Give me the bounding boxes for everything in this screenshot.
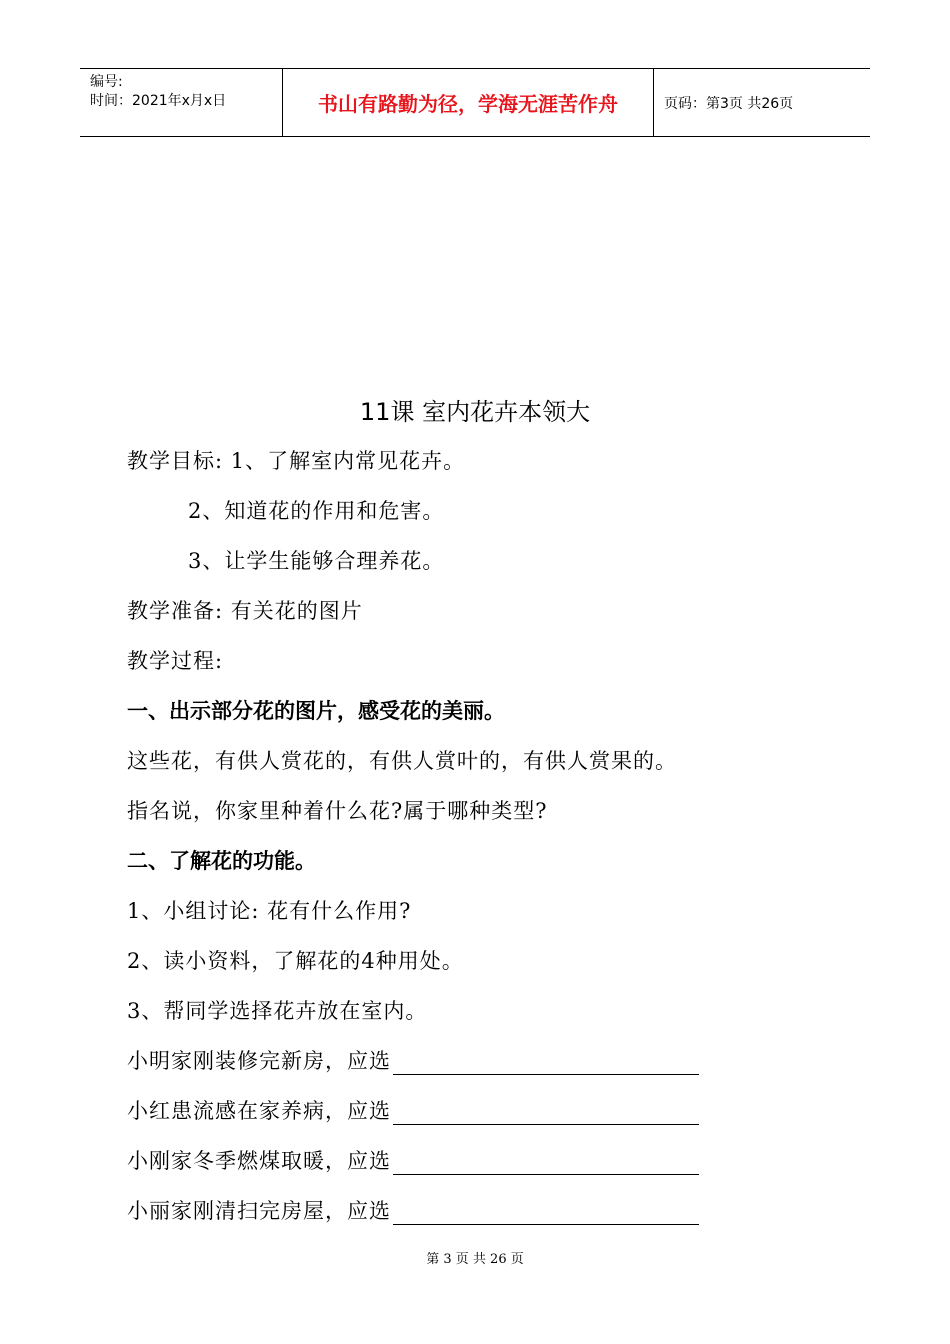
section-2-heading: 二、了解花的功能。 <box>127 849 316 873</box>
fill-in-prompt: 小丽家刚清扫完房屋，应选 <box>127 1199 391 1223</box>
teaching-goal-3: 3、让学生能够合理养花。 <box>188 549 445 573</box>
answer-blank[interactable] <box>393 1202 699 1225</box>
fill-in-item <box>127 1095 699 1125</box>
lesson-title: 11课 室内花卉本领大 <box>359 398 591 426</box>
header-motto: 书山有路勤为径，学海无涯苦作舟 <box>282 69 654 136</box>
answer-blank[interactable] <box>393 1152 699 1175</box>
fill-in-item <box>127 1195 699 1225</box>
step-1: 1、小组讨论: 花有什么作用? <box>127 899 412 923</box>
teaching-process-heading: 教学过程: <box>127 649 224 673</box>
paragraph-question: 指名说，你家里种着什么花?属于哪种类型? <box>127 799 548 823</box>
number-label: 编号: <box>90 74 123 90</box>
fill-in-item <box>127 1145 699 1175</box>
section-1-heading: 一、出示部分花的图片，感受花的美丽。 <box>127 699 505 723</box>
teaching-goal-1: 教学目标: 1、了解室内常见花卉。 <box>127 449 466 473</box>
step-2: 2、读小资料，了解花的4种用处。 <box>127 949 464 973</box>
step-3: 3、帮同学选择花卉放在室内。 <box>127 999 428 1023</box>
header-meta <box>80 69 282 136</box>
teaching-goal-2: 2、知道花的作用和危害。 <box>188 499 445 523</box>
fill-in-prompt: 小刚家冬季燃煤取暖，应选 <box>127 1149 391 1173</box>
answer-blank[interactable] <box>393 1102 699 1125</box>
page-footer: 第 3 页 共 26 页 <box>426 1252 524 1267</box>
paragraph-flower-types: 这些花，有供人赏花的，有供人赏叶的，有供人赏果的。 <box>127 749 677 773</box>
fill-in-item <box>127 1045 699 1075</box>
fill-in-prompt: 小红患流感在家养病，应选 <box>127 1099 391 1123</box>
teaching-prep: 教学准备: 有关花的图片 <box>127 599 363 623</box>
page-header <box>80 68 870 137</box>
answer-blank[interactable] <box>393 1052 699 1075</box>
fill-in-prompt: 小明家刚装修完新房，应选 <box>127 1049 391 1073</box>
header-page-info: 页码：第3页 共26页 <box>664 95 794 112</box>
time-label: 时间：2021年x月x日 <box>90 93 227 109</box>
